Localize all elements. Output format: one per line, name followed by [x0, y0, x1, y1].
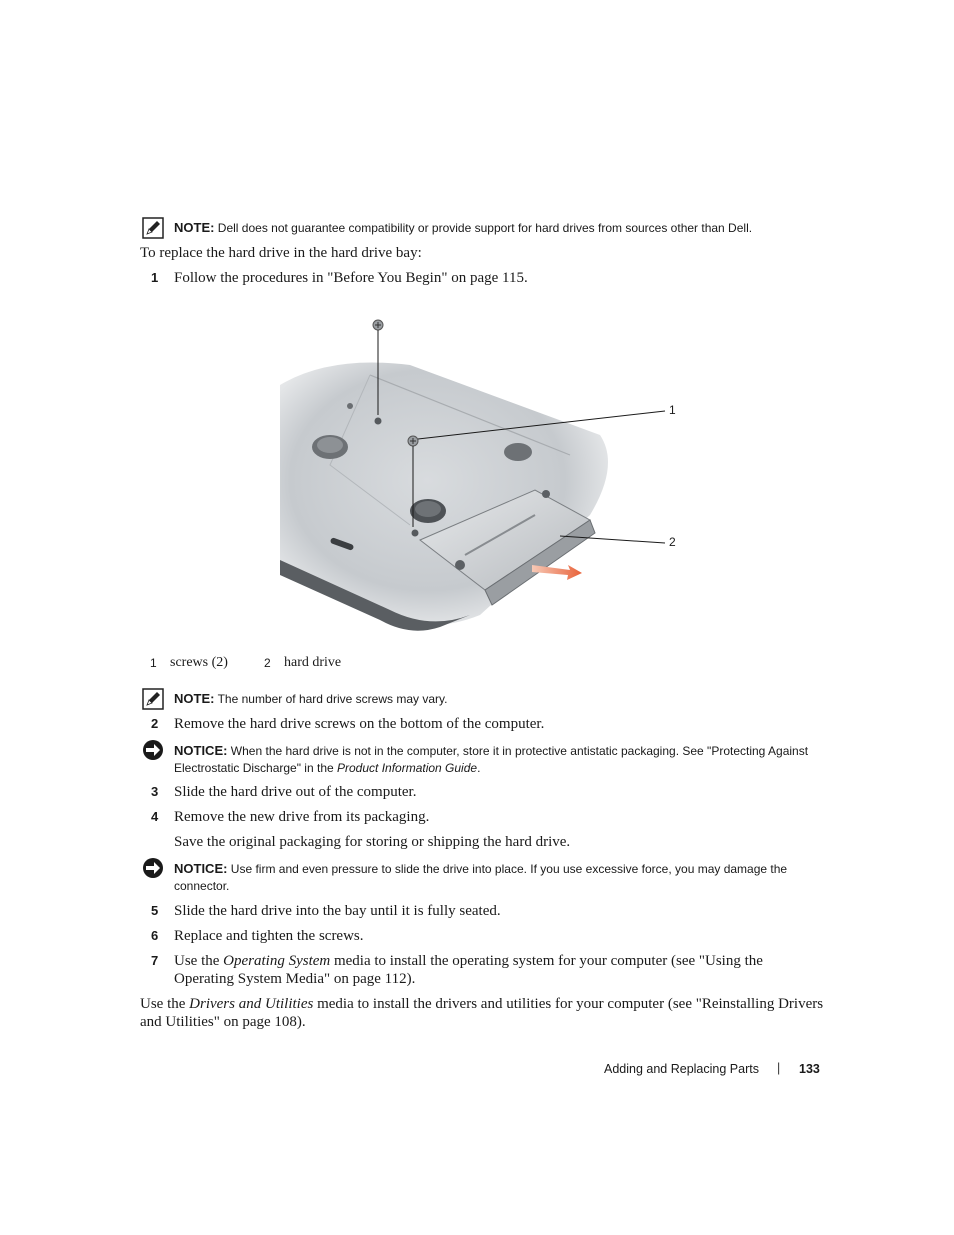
callout-2: 2 [669, 535, 676, 549]
notice-pressure [174, 860, 824, 895]
step-text: Remove the hard drive screws on the bottom of the computer. [174, 716, 545, 732]
drivers-utilities-title: Drivers and Utilities [189, 996, 314, 1012]
step-number: 5 [151, 903, 159, 918]
note-pencil-icon [142, 217, 164, 239]
legend-number: 2 [264, 656, 271, 670]
step-number: 4 [151, 809, 159, 824]
note-label: NOTE: [174, 220, 215, 235]
notice-antistatic [174, 742, 824, 777]
step-text: Remove the new drive from its packaging. [174, 809, 430, 825]
step-number: 3 [151, 784, 159, 799]
note-text: Dell does not guarantee compatibility or provide support for hard drives from sources other than Dell. [217, 221, 753, 235]
notice-guide-title: Product Information Guide [337, 761, 478, 775]
hard-drive-figure [270, 315, 690, 635]
os-media-title: Operating System [223, 953, 331, 969]
legend-label: screws (2) [170, 655, 228, 670]
footer-separator: | [777, 1061, 781, 1075]
notice-text: Use firm and even pressure to slide the drive into place. If you use excessive force, you may damage the connector. [174, 862, 788, 893]
closing-paragraph: Use the Drivers and Utilities media to install the drivers and utilities for your computer (see "Reinstalling Drivers and Utilities" on page 108). [140, 996, 824, 1030]
note-screw-count [174, 690, 834, 708]
step-4-detail: Save the original packaging for storing or shipping the hard drive. [174, 834, 571, 850]
notice-text: When the hard drive is not in the computer, store it in protective antistatic packaging. See "Protecting Against Electrostatic Discharge" in the [174, 744, 809, 775]
step-number: 7 [151, 953, 159, 968]
step-text: Slide the hard drive into the bay until it is fully seated. [174, 903, 501, 919]
notice-arrow-icon [142, 739, 164, 761]
step-number: 6 [151, 928, 159, 943]
legend-number: 1 [150, 656, 157, 670]
intro-text: To replace the hard drive in the hard drive bay: [140, 245, 422, 261]
step-text: Slide the hard drive out of the computer. [174, 784, 417, 800]
notice-label: NOTICE: [174, 743, 228, 758]
step-text: Replace and tighten the screws. [174, 928, 364, 944]
step-text: Use the Operating System media to install the operating system for your computer (see "Using the Operating System Media" on page 112). [174, 953, 763, 987]
step-text: Follow the procedures in "Before You Begin" on page 115. [174, 270, 528, 286]
note-compatibility [174, 219, 834, 237]
note-pencil-icon [142, 688, 164, 710]
notice-label: NOTICE: [174, 861, 228, 876]
page-number: 133 [799, 1062, 820, 1076]
legend-label: hard drive [284, 655, 342, 670]
step-number: 1 [151, 270, 159, 285]
notice-arrow-icon [142, 857, 164, 879]
note-text: The number of hard drive screws may vary. [217, 692, 448, 706]
notice-text-end: . [477, 761, 481, 775]
figure-illustration [270, 315, 690, 635]
footer-section-title: Adding and Replacing Parts [604, 1062, 759, 1076]
note-label: NOTE: [174, 691, 215, 706]
callout-1: 1 [669, 403, 676, 417]
step-number: 2 [151, 716, 159, 731]
